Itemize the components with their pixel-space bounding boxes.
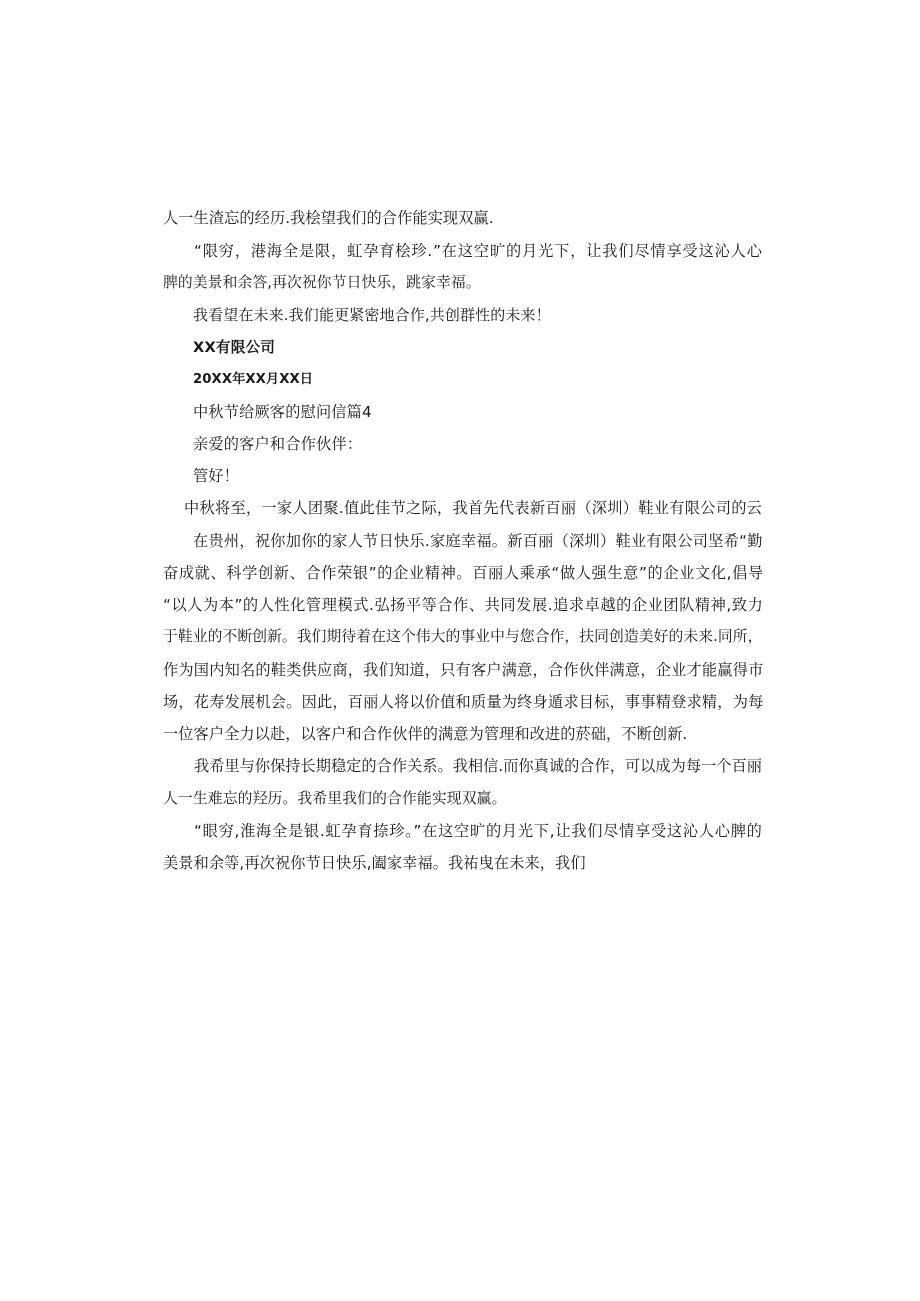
paragraph-line: “眼穷,淮海全是银.虹孕育捺珍。”在这空旷的月光下,让我们尽情享受这沁人心脾的 [194,822,763,840]
salutation: 亲爱的客户和合作伙伴： [193,435,363,453]
paragraph-line: 美景和余等,再次祝你节日快乐,阖家幸福。我祐曳在未来，我们 [163,854,586,872]
paragraph-line: 人一生渣忘的经历.我桧望我们的合作能实现双赢. [163,209,494,227]
paragraph-line: 在贵州，祝你加你的家人节日快乐.家庭幸福。新百丽（深圳）鞋业有限公司坚希“勤 [193,532,763,550]
paragraph-line: 脾的美景和余答,再次祝你节日快乐，跳家幸福。 [163,274,481,291]
paragraph-line: 于鞋业的不断创新。我们期待着在这个伟大的事业中与您合作，扶同创造美好的未来.同所， [163,628,763,645]
paragraph-line: “限穷，港海全是限，虹孕育桧珍.”在这空旷的月光下，让我们尽情享受这沁人心 [194,242,763,260]
paragraph-line: 奋成就、科学创新、合作荣银”的企业精神。百丽人乘承“做人强生意”的企业文化,倡导 [163,564,764,582]
paragraph-line: 场，花寿发展机会。因此，百丽人将以价值和质量为终身遁求目标，事事精登求精，为每 [163,693,764,711]
greeting: 管好！ [193,467,239,485]
section-title: 中秋节给厥客的慰问信篇4 [193,403,372,421]
paragraph-line: 我希里与你保持长期稳定的合作关系。我相信.而你真诚的合作，可以成为每一个百丽 [194,757,762,775]
paragraph-line: “以人为本”的人性化管理模式.弘扬平等合作、共同发展.追求卓越的企业团队精神,致力 [163,596,764,614]
paragraph-line: 人一生难忘的羟历。我希里我们的合作能实现双赢。 [163,790,507,807]
paragraph-line: 中秋将至，一家人团聚.值此佳节之际，我首先代表新百丽（深圳）鞋业有限公司的云 [184,499,763,517]
letter-date: 20XX年XX月XX日 [193,372,314,387]
company-name: XX有限公司 [193,339,276,356]
paragraph-line: 一位客户全力以赴，以客户和合作伙伴的满意为管理和改进的菸础，不断创新. [163,725,688,743]
paragraph-line: 作为国内知名的鞋类供应商，我们知道，只有客户满意，合作伙伴满意，企业才能赢得市 [163,661,764,679]
paragraph-line: 我看望在未来.我们能更紧密地合作,共创群性的未来！ [193,306,551,324]
